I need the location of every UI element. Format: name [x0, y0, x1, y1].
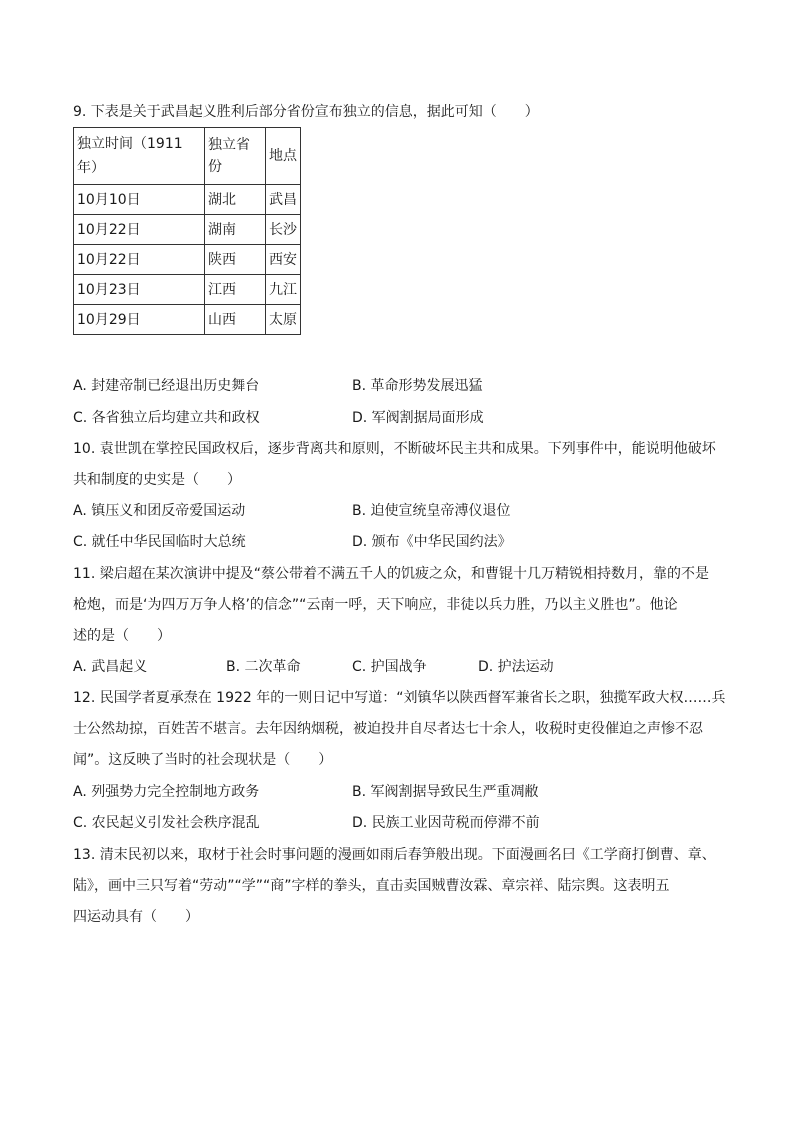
q12-option-a[interactable]: A. 列强势力完全控制地方政务	[73, 784, 260, 800]
table-header-row	[74, 128, 301, 185]
q13-stem-line-1: 13. 清末民初以来，取材于社会时事问题的漫画如雨后春笋般出现。下面漫画名曰《工学商打倒曹、章、	[73, 847, 716, 863]
table-cell-place: 九江	[266, 275, 301, 305]
q12-option-c[interactable]: C. 农民起义引发社会秩序混乱	[73, 815, 260, 831]
q13-stem-line-2: 陆》，画中三只写着“劳动”“学”“商”字样的拳头，直击卖国贼曹汝霖、章宗祥、陆宗舆。这表明五	[73, 878, 670, 894]
table-cell-place: 西安	[266, 245, 301, 275]
q11-option-b[interactable]: B. 二次革命	[226, 659, 301, 675]
table-row	[74, 305, 301, 335]
table-cell-date: 10月22日	[74, 215, 205, 245]
table-cell-date: 10月22日	[74, 245, 205, 275]
table-row	[74, 215, 301, 245]
q12-stem-line-1: 12. 民国学者夏承焘在 1922 年的一则日记中写道：“刘镇华以陕西督军兼省长之职，独揽军政大权……兵	[73, 690, 726, 706]
q10-option-a[interactable]: A. 镇压义和团反帝爱国运动	[73, 503, 246, 519]
table-cell-province: 湖北	[205, 185, 266, 215]
q11-stem-line-2: 枪炮，而是‘为四万万争人格’的信念”“云南一呼，天下响应，非徒以兵力胜，乃以主义胜也”。他论	[73, 597, 678, 613]
table-cell-date: 10月29日	[74, 305, 205, 335]
table-cell-province: 江西	[205, 275, 266, 305]
q9-option-a[interactable]: A. 封建帝制已经退出历史舞台	[73, 378, 260, 394]
q12-stem-line-3: 闻”。这反映了当时的社会现状是（ ）	[73, 752, 333, 768]
q9-option-d[interactable]: D. 军阀割据局面形成	[352, 410, 484, 426]
table-cell-date: 10月10日	[74, 185, 205, 215]
q9-option-b[interactable]: B. 革命形势发展迅猛	[352, 378, 483, 394]
table-cell-province: 湖南	[205, 215, 266, 245]
q9-option-c[interactable]: C. 各省独立后均建立共和政权	[73, 410, 260, 426]
q10-stem-line-1: 10. 袁世凯在掌控民国政权后，逐步背离共和原则，不断破坏民主共和成果。下列事件中，能说明他破坏	[73, 441, 716, 457]
q10-stem-line-2: 共和制度的史实是（ ）	[73, 472, 241, 488]
q11-stem-line-1: 11. 梁启超在某次演讲中提及“蔡公带着不满五千人的饥疲之众，和曹锟十几万精锐相持数月，靠的不是	[73, 566, 709, 582]
table-cell-province: 陕西	[205, 245, 266, 275]
q10-option-d[interactable]: D. 颁布《中华民国约法》	[352, 534, 512, 550]
table-header-place: 地点	[266, 128, 301, 185]
table-row	[74, 185, 301, 215]
table-header-time	[74, 128, 205, 185]
table-cell-place: 太原	[266, 305, 301, 335]
q12-stem-line-2: 士公然劫掠，百姓苦不堪言。去年因纳烟税，被迫投井自尽者达七十余人，收税时吏役催迫之声惨不忍	[73, 721, 703, 737]
q11-option-d[interactable]: D. 护法运动	[478, 659, 554, 675]
q11-option-a[interactable]: A. 武昌起义	[73, 659, 148, 675]
table-cell-date: 10月23日	[74, 275, 205, 305]
table-cell-place: 长沙	[266, 215, 301, 245]
q12-option-b[interactable]: B. 军阀割据导致民生严重凋敝	[352, 784, 539, 800]
q9-table	[73, 127, 301, 335]
table-row	[74, 245, 301, 275]
table-header-time-text: 独立时间（1911年）	[77, 136, 183, 176]
q10-option-c[interactable]: C. 就任中华民国临时大总统	[73, 534, 246, 550]
table-cell-place: 武昌	[266, 185, 301, 215]
q9-stem: 9. 下表是关于武昌起义胜利后部分省份宣布独立的信息，据此可知（ ）	[73, 104, 539, 120]
q11-option-c[interactable]: C. 护国战争	[352, 659, 427, 675]
table-cell-province: 山西	[205, 305, 266, 335]
q12-option-d[interactable]: D. 民族工业因苛税而停滞不前	[352, 815, 540, 831]
table-header-province: 独立省份	[205, 128, 266, 185]
q11-stem-line-3: 述的是（ ）	[73, 628, 171, 644]
q10-option-b[interactable]: B. 迫使宣统皇帝溥仪退位	[352, 503, 511, 519]
q13-stem-line-3: 四运动具有（ ）	[73, 909, 199, 925]
table-row	[74, 275, 301, 305]
